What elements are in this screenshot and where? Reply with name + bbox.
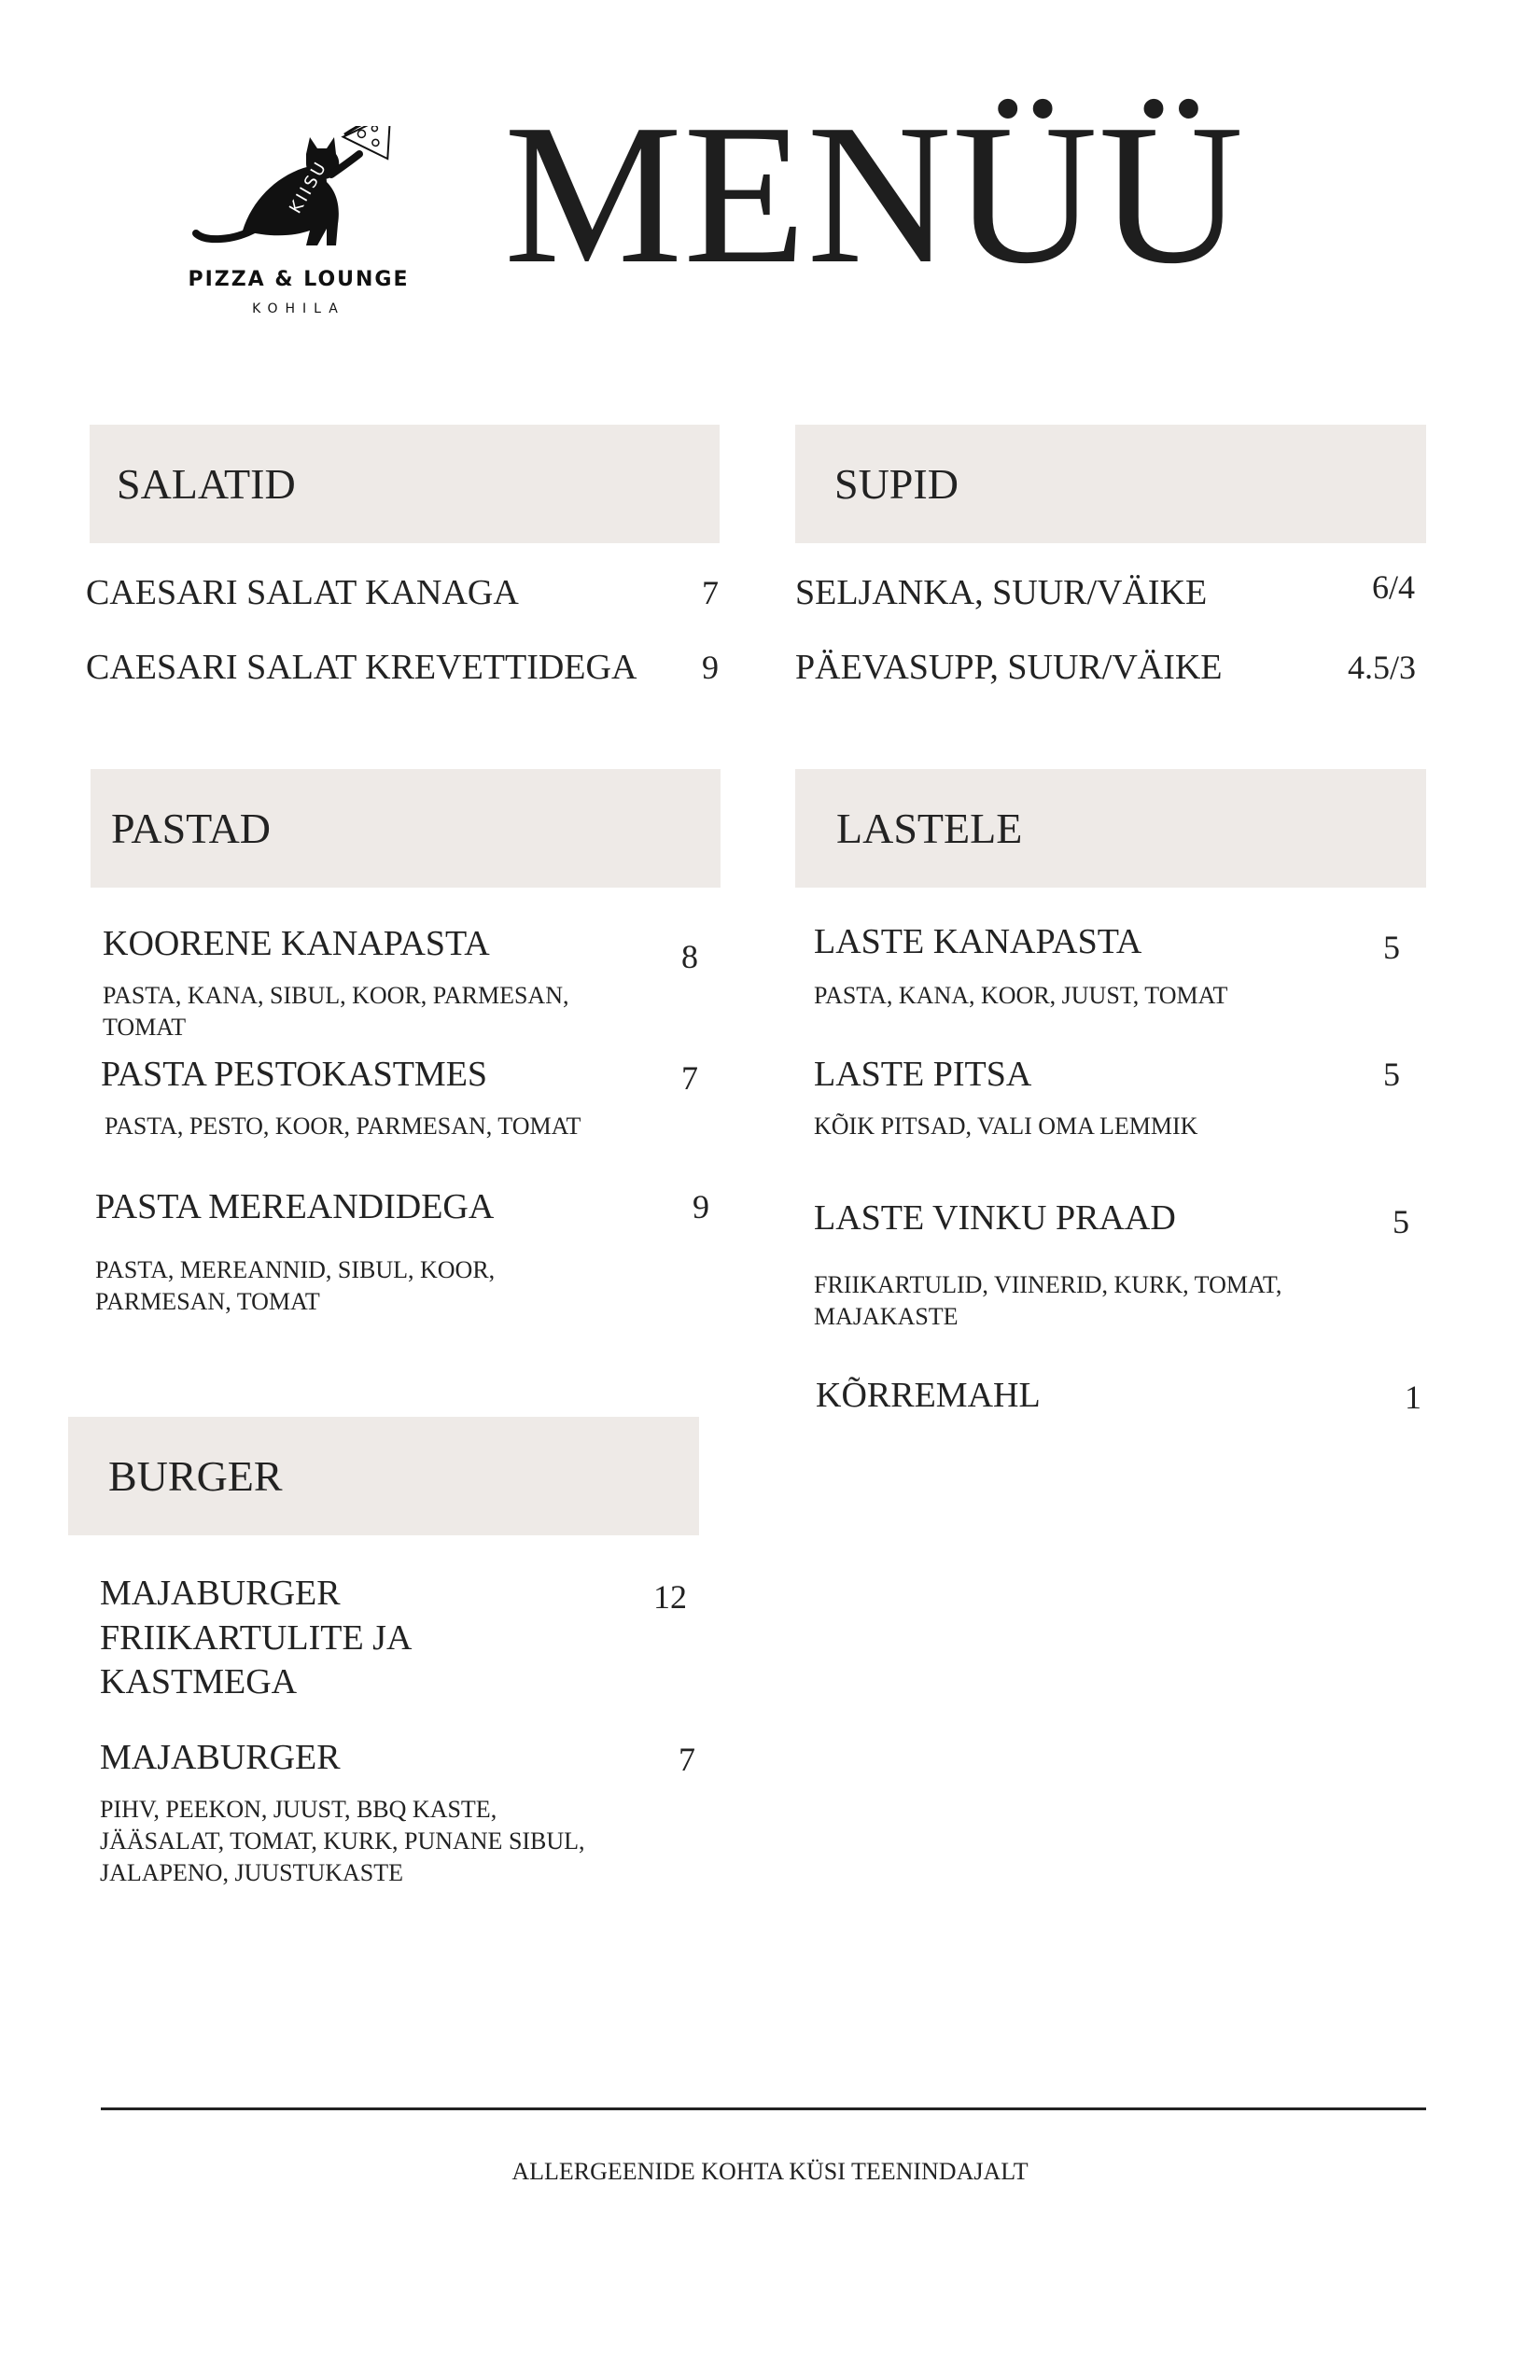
menu-item-name: MAJABURGER FRIIKARTULITE JA KASTMEGA — [100, 1574, 411, 1701]
menu-item-price: 8 — [681, 938, 698, 975]
menu-item-price: 5 — [1393, 1203, 1409, 1240]
menu-item-name: MAJABURGER — [100, 1738, 341, 1777]
menu-item-name: PÄEVASUPP, SUUR/VÄIKE — [795, 648, 1223, 687]
menu-item-description: PASTA, MEREANNID, SIBUL, KOOR, PARMESAN, TOMAT — [95, 1256, 496, 1315]
menu-item-name: KOORENE KANAPASTA — [103, 924, 490, 963]
menu-item-price: 9 — [702, 649, 719, 686]
menu-item-description: PASTA, PESTO, KOOR, PARMESAN, TOMAT — [105, 1113, 581, 1140]
section-label: SALATID — [117, 460, 296, 508]
section-label: BURGER — [108, 1452, 283, 1500]
menu-item-name: PASTA MEREANDIDEGA — [95, 1187, 495, 1226]
section-label: PASTAD — [111, 805, 272, 852]
menu-item-description: FRIIKARTULID, VIINERID, KURK, TOMAT, MAJAKASTE — [814, 1271, 1282, 1330]
section-header-burger — [68, 1417, 699, 1535]
menu-item-name: KÕRREMAHL — [816, 1376, 1041, 1415]
section-header-supid — [795, 425, 1426, 543]
menu-item-name: LASTE VINKU PRAAD — [814, 1198, 1176, 1238]
allergen-note: ALLERGEENIDE KOHTA KÜSI TEENINDAJALT — [511, 2158, 1029, 2185]
page-title: MENÜÜ — [504, 82, 1245, 305]
menu-item-price: 7 — [702, 574, 719, 611]
menu-item-name: LASTE KANAPASTA — [814, 922, 1142, 961]
section-header-salatid — [90, 425, 720, 543]
divider — [101, 2107, 1426, 2110]
menu-item-price: 1 — [1405, 1379, 1421, 1416]
logo-location: KOHILA — [252, 301, 345, 316]
menu-item-name: PASTA PESTOKASTMES — [101, 1055, 488, 1094]
section-header-pastad — [91, 769, 721, 888]
menu-item-price: 7 — [681, 1059, 698, 1097]
menu-item-name: CAESARI SALAT KANAGA — [86, 573, 519, 612]
menu-item-price: 7 — [679, 1741, 695, 1778]
menu-item-description: PIHV, PEEKON, JUUST, BBQ KASTE, JÄÄSALAT, TOMAT, KURK, PUNANE SIBUL, JALAPENO, JUUSTUKASTE — [100, 1796, 585, 1886]
menu-item-description: PASTA, KANA, SIBUL, KOOR, PARMESAN, TOMAT — [103, 982, 569, 1041]
cat-logo-icon — [187, 126, 411, 266]
menu-item-name: LASTE PITSA — [814, 1055, 1032, 1094]
logo — [187, 126, 411, 327]
section-header-lastele — [795, 769, 1426, 888]
menu-item-price: 12 — [653, 1578, 687, 1616]
logo-badge-text: KIISU — [286, 157, 332, 217]
section-label: SUPID — [834, 460, 959, 508]
menu-item-description: PASTA, KANA, KOOR, JUUST, TOMAT — [814, 982, 1228, 1009]
logo-brand: PIZZA & LOUNGE — [188, 268, 410, 291]
menu-item-name: CAESARI SALAT KREVETTIDEGA — [86, 648, 637, 687]
menu-item-price: 5 — [1383, 1056, 1400, 1093]
menu-item-name: SELJANKA, SUUR/VÄIKE — [795, 573, 1208, 612]
menu-item-price: 4.5/3 — [1348, 649, 1417, 686]
menu-item-price: 9 — [693, 1188, 709, 1225]
menu-item-price: 6/4 — [1372, 568, 1416, 606]
menu-item-price: 5 — [1383, 929, 1400, 966]
menu-item-description: KÕIK PITSAD, VALI OMA LEMMIK — [814, 1113, 1198, 1140]
section-label: LASTELE — [836, 805, 1023, 852]
